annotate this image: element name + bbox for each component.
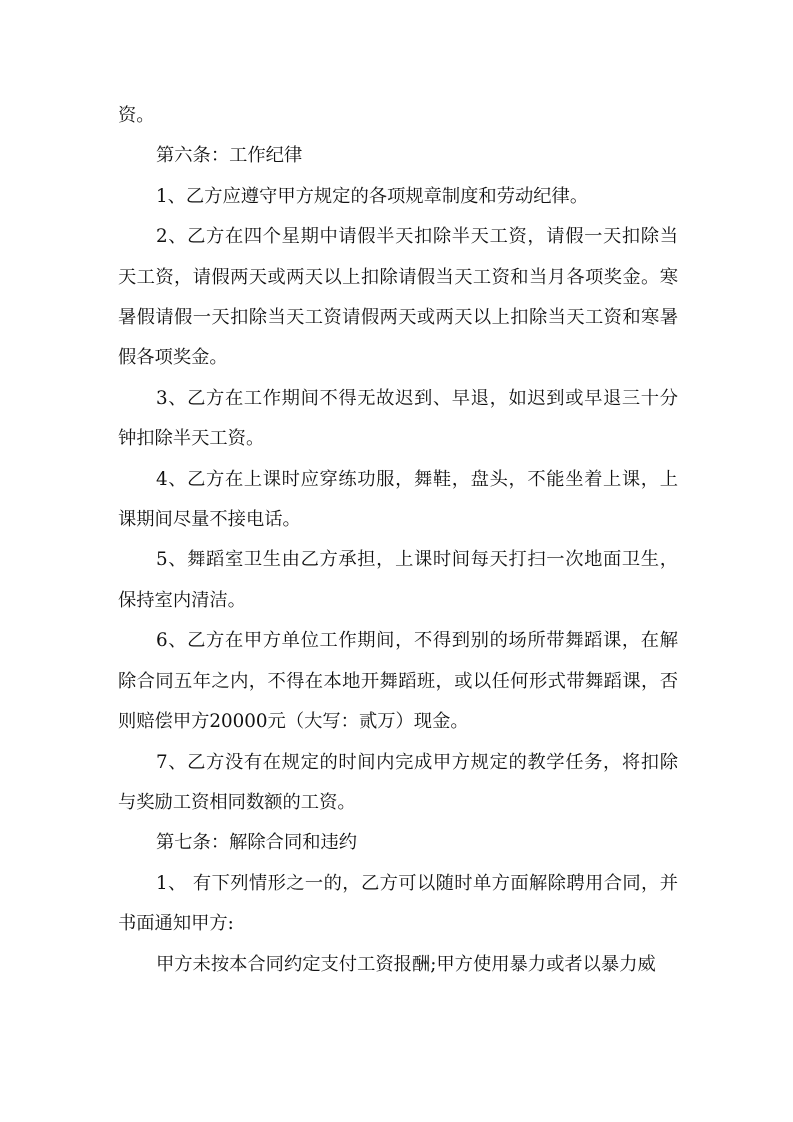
article-6-clause-2: 2、乙方在四个星期中请假半天扣除半天工资，请假一天扣除当天工资，请假两天或两天以上扣除请假当天工资和当月各项奖金。寒暑假请假一天扣除当天工资请假两天或两天以上扣除当天工资和寒暑假各项奖金。 bbox=[118, 226, 678, 369]
article-6-clause-5: 5、舞蹈室卫生由乙方承担，上课时间每天打扫一次地面卫生，保持室内清洁。 bbox=[118, 549, 678, 611]
article-6-clause-7: 7、乙方没有在规定的时间内完成甲方规定的教学任务，将扣除与奖励工资相同数额的工资。 bbox=[118, 751, 678, 813]
article-6-heading: 第六条：工作纪律 bbox=[156, 145, 303, 167]
paragraph-continuation: 资。 bbox=[118, 105, 155, 126]
article-6-clause-3: 3、乙方在工作期间不得无故迟到、早退，如迟到或早退三十分钟扣除半天工资。 bbox=[118, 387, 678, 450]
article-6-clause-1: 1、乙方应遵守甲方规定的各项规章制度和劳动纪律。 bbox=[156, 185, 589, 207]
document-body bbox=[118, 96, 678, 985]
article-6-clause-4: 4、乙方在上课时应穿练功服，舞鞋，盘头，不能坐着上课，上课期间尽量不接电话。 bbox=[118, 468, 678, 531]
article-7-clause-1-detail: 甲方未按本合同约定支付工资报酬;甲方使用暴力或者以暴力威 bbox=[156, 953, 656, 975]
article-7-clause-1: 1、 有下列情形之一的，乙方可以随时单方面解除聘用合同，并书面通知甲方: bbox=[118, 872, 678, 935]
article-7-heading: 第七条：解除合同和违约 bbox=[156, 832, 358, 854]
article-6-clause-6: 6、乙方在甲方单位工作期间，不得到别的场所带舞蹈课，在解除合同五年之内，不得在本地开舞蹈班，或以任何形式带舞蹈课，否则赔偿甲方20000元（大写：贰万）现金。 bbox=[118, 630, 678, 733]
